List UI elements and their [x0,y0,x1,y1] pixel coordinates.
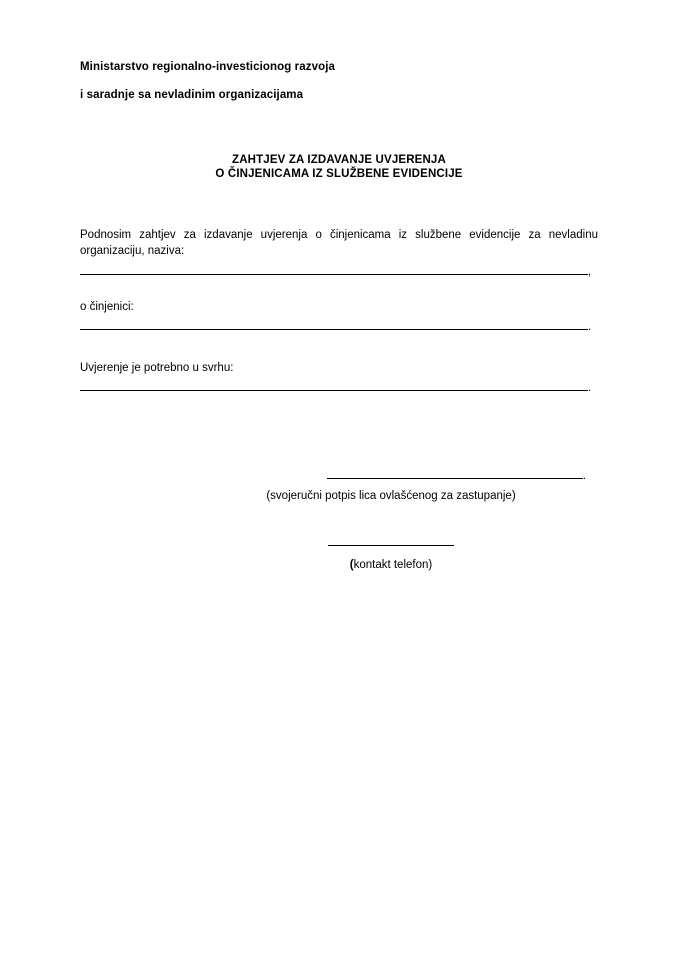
signature-field-row [80,467,598,483]
ministry-header-line-1: Ministarstvo regionalno-investicionog razvoja [80,61,335,73]
purpose-field[interactable] [80,379,588,391]
phone-caption [80,559,598,571]
purpose-field-row [80,379,598,395]
purpose-field-tail: . [588,382,592,395]
request-paragraph: Podnosim zahtjev za izdavanje uvjerenja o činjenicama iz službene evidencije za nevladinu organizaciju, naziva: [80,228,598,258]
fact-field-tail: . [588,321,592,334]
document-content [80,0,598,571]
signature-field[interactable] [327,467,583,479]
fact-field-row [80,318,598,334]
phone-caption-text: kontakt telefon) [353,559,433,572]
phone-field-row [80,534,598,550]
organization-name-field-tail: , [588,266,592,279]
spacer-1 [80,279,598,299]
organization-name-field[interactable] [80,263,588,275]
spacer-2 [80,334,598,360]
organization-name-field-row [80,263,598,279]
phone-block [80,534,598,571]
ministry-header [80,62,598,101]
fact-field[interactable] [80,318,588,330]
document-body [80,227,598,395]
signature-caption: (svojeručni potpis lica ovlašćenog za zastupanje) [266,490,516,503]
phone-caption-bold: ( [349,559,354,572]
phone-field[interactable] [328,534,454,546]
document-title [80,153,598,182]
document-title-line-1: ZAHTJEV ZA IZDAVANJE UVJERENJA [232,154,446,166]
signature-block [80,467,598,503]
purpose-label: Uvjerenje je potrebno u svrhu: [80,361,234,374]
signature-field-tail: . [582,469,586,482]
ministry-header-line-2: i saradnje sa nevladinim organizacijama [80,88,304,101]
fact-label: o činjenici: [80,300,134,313]
document-title-line-2: O ČINJENICAMA IZ SLUŽBENE EVIDENCIJE [215,168,463,181]
